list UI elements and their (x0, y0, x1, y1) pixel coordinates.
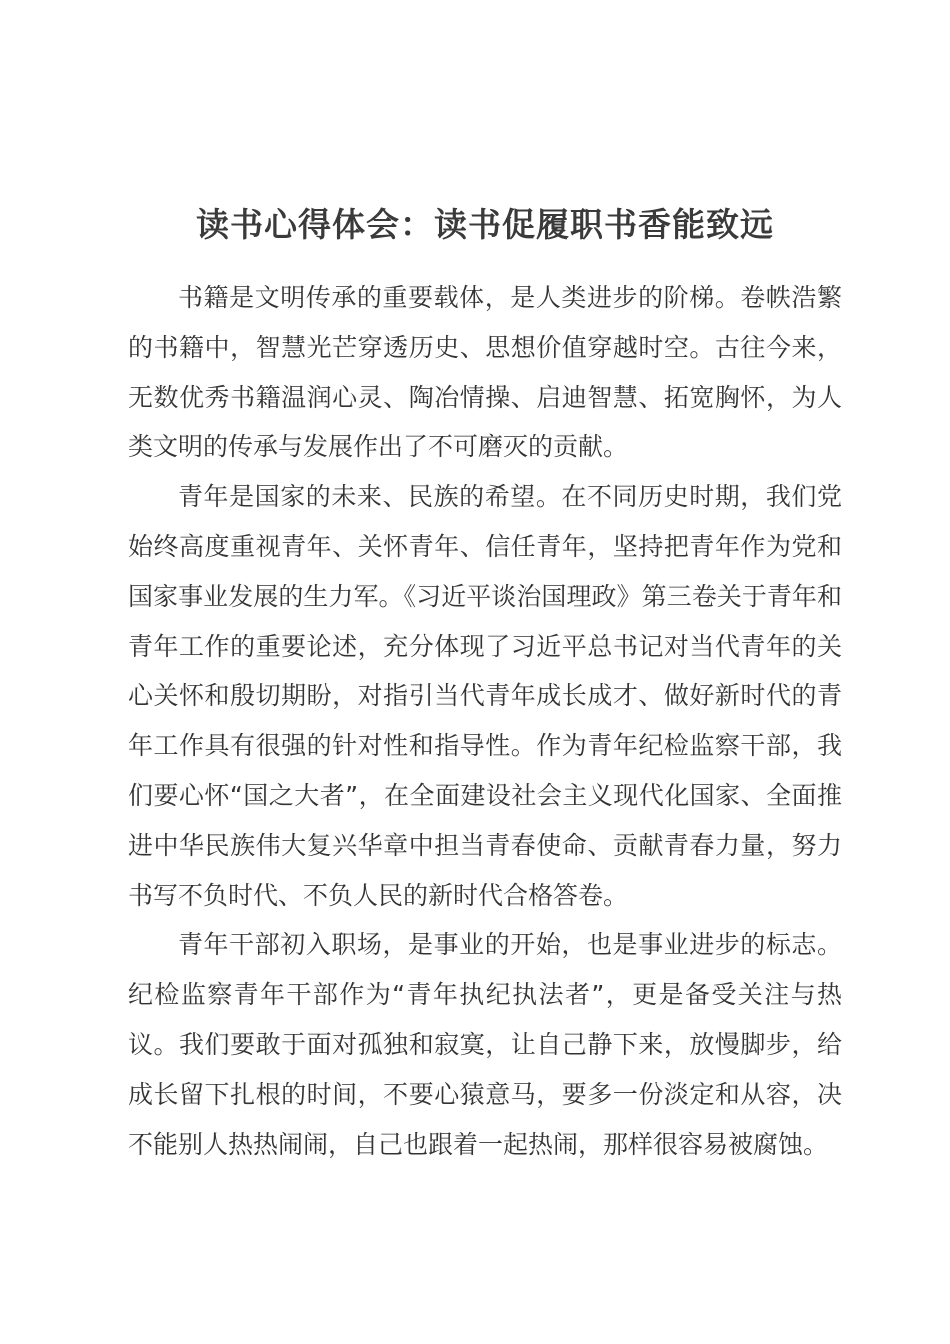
document-title: 读书心得体会：读书促履职书香能致远 (196, 205, 774, 244)
document-body (128, 273, 842, 1169)
paragraph-1: 书籍是文明传承的重要载体，是人类进步的阶梯。卷帙浩繁的书籍中，智慧光芒穿透历史、思想价值穿越时空。古往今来，无数优秀书籍温润心灵、陶冶情操、启迪智慧、拓宽胸怀，为人类文明的传承与发展作出了不可磨灭的贡献。 (128, 283, 842, 462)
paragraph-2: 青年是国家的未来、民族的希望。在不同历史时期，我们党始终高度重视青年、关怀青年、信任青年，坚持把青年作为党和国家事业发展的生力军。《习近平谈治国理政》第三卷关于青年和青年工作的重要论述，充分体现了习近平总书记对当代青年的关心关怀和殷切期盼，对指引当代青年成长成才、做好新时代的青年工作具有很强的针对性和指导性。作为青年纪检监察干部，我们要心怀“国之大者”，在全面建设社会主义现代化国家、全面推进中华民族伟大复兴华章中担当青春使命、贡献青春力量，努力书写不负时代、不负人民的新时代合格答卷。 (128, 482, 842, 910)
paragraph-3: 青年干部初入职场，是事业的开始，也是事业进步的标志。纪检监察青年干部作为“青年执纪执法者”，更是备受关注与热议。我们要敢于面对孤独和寂寞，让自己静下来，放慢脚步，给成长留下扎根的时间，不要心猿意马，要多一份淡定和从容，决不能别人热热闹闹，自己也跟着一起热闹，那样很容易被腐蚀。 (128, 930, 842, 1159)
